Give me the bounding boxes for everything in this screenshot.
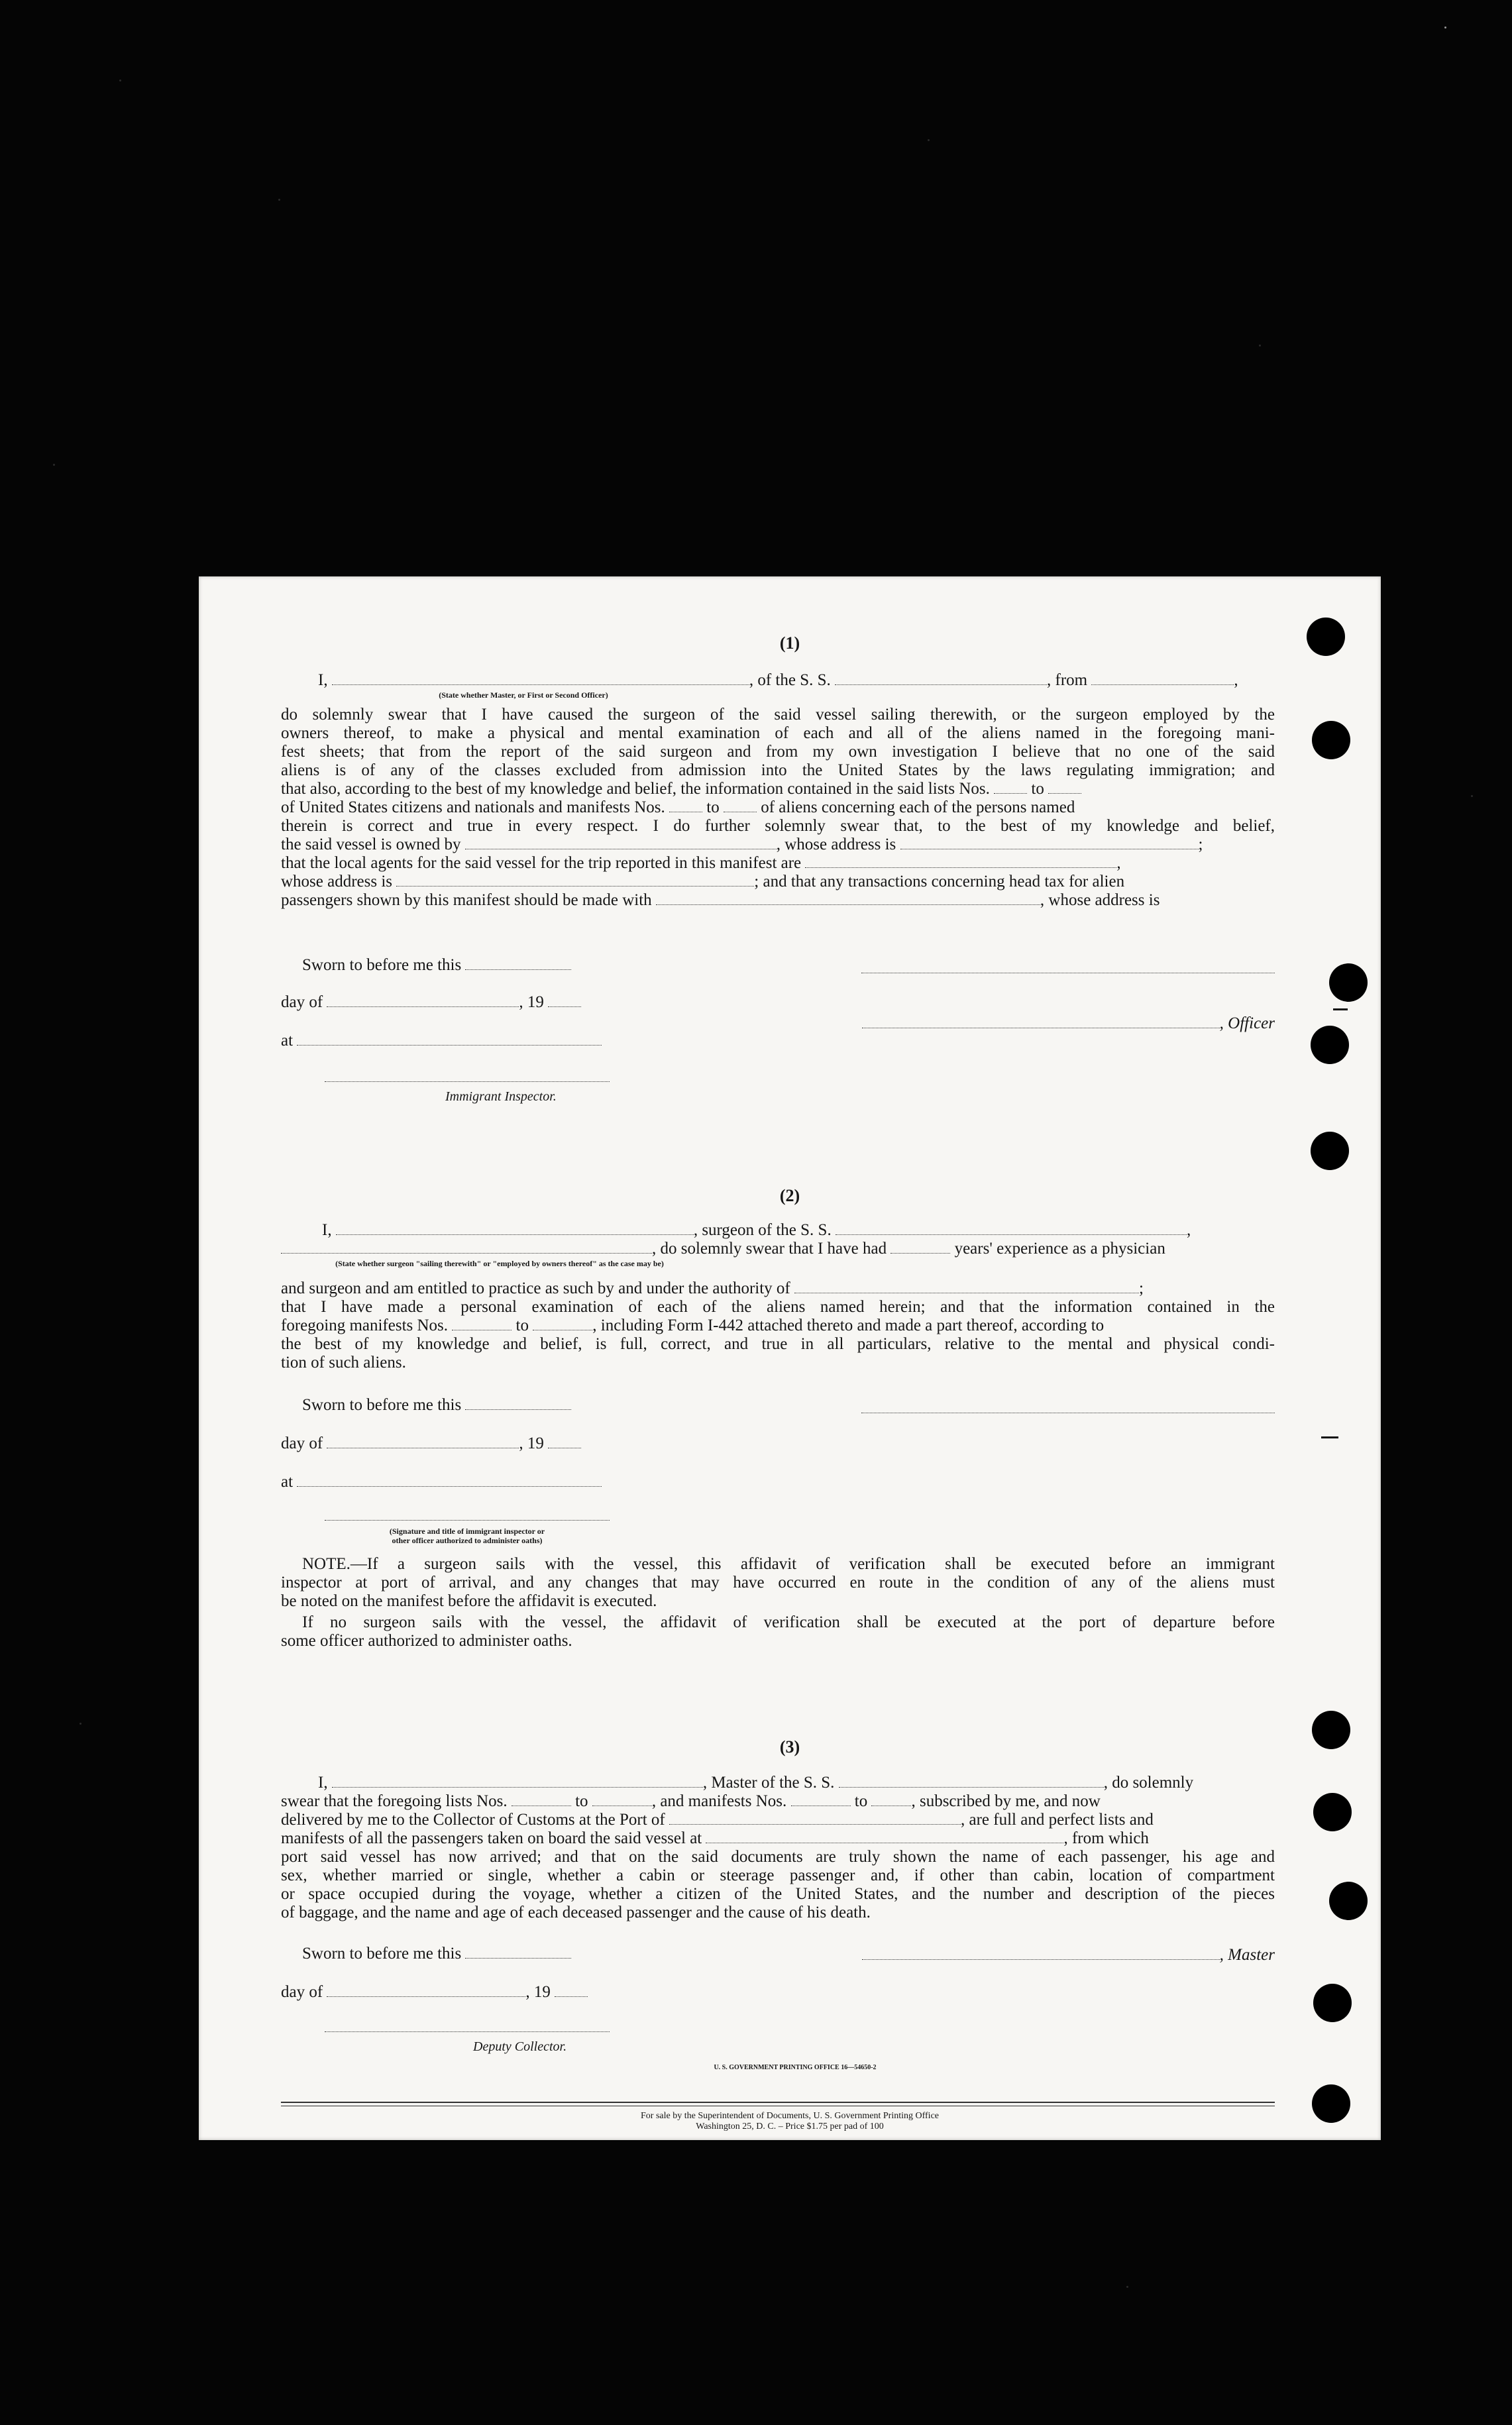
section-2-paragraph-line: the best of my knowledge and belief, is full, correct, and true in all particulars, relative to the mental and physical condi- (281, 1335, 1275, 1353)
semicolon: ; (1198, 835, 1203, 853)
inspector-label: Immigrant Inspector. (445, 1089, 557, 1104)
years-field[interactable] (891, 1240, 950, 1254)
edge-mark (1321, 1436, 1338, 1438)
manifests-to-field[interactable] (871, 1792, 911, 1806)
section-1-paragraph-line (281, 779, 1275, 799)
section-1-paragraph-line: aliens is of any of the classes excluded from admission into the United States by the laws regulating immigration; and (281, 761, 1275, 779)
sworn-date-field[interactable] (465, 1396, 571, 1410)
surgeon-of-label: , surgeon of the S. S. (693, 1221, 832, 1239)
sworn-date-field[interactable] (465, 956, 571, 970)
year-label: , 19 (525, 1983, 551, 2001)
master-of-label: , Master of the S. S. (702, 1774, 835, 1792)
pronoun-i: I, (322, 1221, 332, 1239)
section-1-paragraph-line (281, 853, 1275, 873)
manifests-nos-label: , and manifests Nos. (651, 1792, 787, 1810)
sworn-text: Sworn to before me this (302, 956, 462, 974)
signature-note-line: other officer authorized to administer oaths) (392, 1536, 543, 1545)
officer-title-line (861, 1014, 1275, 1034)
section-3-paragraph-line: or space occupied during the voyage, whether a citizen of the United States, and the number and description of the pieces (281, 1885, 1275, 1903)
lists-nos-label: swear that the foregoing lists Nos. (281, 1792, 508, 1810)
section-3-paragraph-line (281, 1829, 1275, 1849)
signature-note-line: (Signature and title of immigrant inspector or (389, 1527, 545, 1536)
collector-label: delivered by me to the Collector of Customs at the Port of (281, 1811, 665, 1829)
place-field[interactable] (297, 1032, 602, 1046)
lists-to-field[interactable] (1048, 780, 1081, 794)
day-of-label (281, 1982, 588, 2002)
month-field[interactable] (327, 1983, 525, 1997)
years-experience-label: years' experience as a physician (954, 1240, 1165, 1258)
aliens-label: of aliens concerning each of the persons named (761, 798, 1075, 816)
section-2-paragraph-line (281, 1316, 1275, 1336)
section-1-paragraph-line: owners thereof, to make a physical and mental examination of each and all of the aliens named in the foregoing mani- (281, 724, 1275, 742)
vessel-name-field[interactable] (839, 1774, 1104, 1788)
manifests-to-field[interactable] (724, 798, 757, 812)
master-signature-line (861, 1945, 1275, 1965)
manifests-from-field[interactable] (669, 798, 702, 812)
gpo-code-line: U. S. GOVERNMENT PRINTING OFFICE 16—54650-2 (714, 2064, 877, 2071)
vessel-name-field[interactable] (835, 671, 1047, 685)
manifests-nos-label: foregoing manifests Nos. (281, 1317, 449, 1334)
section-3-paragraph-line: of baggage, and the name and age of each deceased passenger and the cause of his death. (281, 1904, 871, 1921)
comma: , (1116, 854, 1121, 872)
section-2-paragraph-line (281, 1279, 1275, 1299)
boarding-port-field[interactable] (706, 1829, 1063, 1843)
edge-mark (1333, 1008, 1348, 1010)
officer-title-field[interactable] (332, 671, 749, 685)
pronoun-i: I, (318, 671, 328, 689)
swear-label: , do solemnly swear that I have had (652, 1240, 887, 1258)
authority-field[interactable] (794, 1279, 1139, 1293)
owner-address-field[interactable] (900, 835, 1199, 849)
footer-line: For sale by the Superintendent of Documents, U. S. Government Printing Office (641, 2111, 939, 2121)
pronoun-i: I, (318, 1774, 328, 1792)
section-1-paragraph-line (281, 835, 1275, 855)
citizens-label: of United States citizens and nationals and manifests Nos. (281, 798, 665, 816)
officer-label: , Officer (1219, 1014, 1275, 1032)
at-text: at (281, 1473, 294, 1491)
sworn-label (302, 1944, 571, 1964)
section-1-paragraph-line: do solemnly swear that I have caused the surgeon of the said vessel sailing therewith, or the surgeon employed by the (281, 706, 1275, 724)
sworn-text: Sworn to before me this (302, 1396, 462, 1414)
section-3-paragraph-line: port said vessel has now arrived; and that on the said documents are truly shown the name of each passenger, his age and (281, 1848, 1275, 1866)
punch-hole (1329, 1882, 1368, 1920)
punch-hole (1313, 1793, 1352, 1831)
inspector-signature-line[interactable] (325, 1081, 610, 1082)
month-field[interactable] (327, 993, 519, 1007)
to-label: to (854, 1792, 868, 1810)
month-field[interactable] (327, 1434, 519, 1448)
section-1-paragraph-line (281, 798, 1275, 818)
section-3-paragraph-line (281, 1792, 1275, 1811)
lists-from-field[interactable] (994, 780, 1027, 794)
comma: , (1186, 1221, 1191, 1239)
subscribed-label: , subscribed by me, and now (911, 1792, 1101, 1810)
at-label (281, 1472, 602, 1492)
deputy-collector-label: Deputy Collector. (473, 2039, 567, 2054)
year-field[interactable] (555, 1983, 588, 1997)
officer-name-field[interactable] (862, 1014, 1220, 1028)
section-1-paragraph-line (281, 890, 1275, 910)
punch-hole (1311, 1132, 1349, 1170)
master-name-field[interactable] (332, 1774, 703, 1788)
deputy-signature-line[interactable] (325, 2031, 610, 2032)
place-field[interactable] (297, 1473, 602, 1487)
from-label: , from (1047, 671, 1088, 689)
section-2-line-2 (281, 1239, 1275, 1259)
section-3-number: (3) (779, 1737, 800, 1756)
lists-nos-label: that also, according to the best of my knowledge and belief, the information contained in the said lists Nos. (281, 780, 990, 798)
master-label: , Master (1219, 1946, 1275, 1964)
day-of-text: day of (281, 1434, 323, 1452)
lists-to-field[interactable] (592, 1792, 652, 1806)
vessel-name-field[interactable] (836, 1221, 1187, 1235)
of-ss-label: , of the S. S. (749, 671, 831, 689)
owner-field[interactable] (465, 835, 777, 849)
form-i442-label: , including Form I-442 attached thereto and made a part thereof, according to (592, 1317, 1105, 1334)
section-1-paragraph-line (281, 872, 1275, 892)
section-2-paragraph-line: tion of such aliens. (281, 1354, 406, 1372)
local-agents-field[interactable] (805, 854, 1116, 868)
semicolon: ; (1139, 1279, 1144, 1297)
address-label: , whose address is (1040, 891, 1160, 909)
sworn-text: Sworn to before me this (302, 1945, 462, 1963)
sworn-label (302, 1395, 571, 1415)
section-3-paragraph-line (281, 1810, 1275, 1830)
sworn-label (302, 955, 571, 975)
year-label: , 19 (519, 993, 544, 1011)
at-label (281, 1031, 602, 1051)
footer-line: Washington 25, D. C. – Price $1.75 per pad of 100 (696, 2122, 884, 2131)
transactions-label: passengers shown by this manifest should be made with (281, 891, 652, 909)
master-signature-field[interactable] (862, 1946, 1220, 1960)
manifests-from-field[interactable] (452, 1317, 512, 1330)
lists-from-field[interactable] (512, 1792, 571, 1806)
note-line: inspector at port of arrival, and any changes that may have occurred en route in the condition of any of the aliens must (281, 1574, 1275, 1591)
section-2-line-1 (322, 1220, 1275, 1240)
line-end-comma: , (1234, 671, 1238, 689)
section-3-paragraph-line: sex, whether married or single, whether a cabin or steerage passenger and, if other than cabin, location of compartment (281, 1866, 1275, 1884)
from-which-label: , from which (1063, 1829, 1149, 1847)
punch-hole (1329, 963, 1368, 1002)
section-1-paragraph-line: therein is correct and true in every respect. I do further solemnly swear that, to the best of my knowledge and belief, (281, 817, 1275, 835)
perfect-lists-label: , are full and perfect lists and (961, 1811, 1154, 1829)
address-label: whose address is (281, 873, 393, 890)
section-1-number: (1) (779, 633, 800, 653)
taken-on-board-label: manifests of all the passengers taken on board the said vessel at (281, 1829, 702, 1847)
day-of-text: day of (281, 993, 323, 1011)
authority-label: and surgeon and am entitled to practice as such by and under the authority of (281, 1279, 790, 1297)
sworn-date-field[interactable] (465, 1945, 571, 1959)
departure-port-field[interactable] (1091, 671, 1234, 685)
head-tax-party-field[interactable] (656, 891, 1040, 905)
year-field[interactable] (548, 1434, 581, 1448)
day-of-label (281, 1434, 581, 1454)
section-2-number: (2) (779, 1186, 800, 1205)
punch-hole (1312, 721, 1350, 759)
note-line: some officer authorized to administer oaths. (281, 1632, 572, 1650)
manifests-to-field[interactable] (533, 1317, 592, 1330)
officer-signature-line[interactable] (325, 1520, 610, 1521)
agents-address-field[interactable] (396, 873, 754, 887)
owned-by-label: the said vessel is owned by (281, 835, 461, 853)
section-1-paragraph-line: fest sheets; that from the report of the said surgeon and from my own investigation I believe that no one of the said (281, 743, 1275, 761)
section-1-line-1 (318, 671, 1275, 690)
manifest-form-page (199, 576, 1381, 2140)
to-label: to (706, 798, 720, 816)
punch-hole (1313, 1984, 1352, 2022)
surgeon-status-field[interactable] (281, 1240, 652, 1254)
note-line: be noted on the manifest before the affidavit is executed. (281, 1592, 657, 1610)
section-3-line-1 (318, 1773, 1275, 1793)
year-label: , 19 (519, 1434, 544, 1452)
note-line: NOTE.—If a surgeon sails with the vessel, this affidavit of verification shall be executed before an immigrant (302, 1555, 1275, 1573)
punch-hole (1311, 1026, 1349, 1064)
solemnly-label: , do solemnly (1103, 1774, 1194, 1792)
to-label: to (1031, 780, 1044, 798)
manifests-from-field[interactable] (791, 1792, 851, 1806)
section-2-paragraph-line: that I have made a personal examination of each of the aliens named herein; and that the information contained in the (281, 1298, 1275, 1316)
footer-rule (281, 2102, 1275, 2103)
at-text: at (281, 1032, 294, 1050)
port-field[interactable] (669, 1811, 961, 1825)
surgeon-name-field[interactable] (336, 1221, 694, 1235)
head-tax-label: ; and that any transactions concerning head tax for alien (754, 873, 1125, 890)
to-label: to (575, 1792, 588, 1810)
officer-title-note: (State whether Master, or First or Second Officer) (439, 690, 608, 700)
local-agents-label: that the local agents for the said vessel for the trip reported in this manifest are (281, 854, 802, 872)
day-of-text: day of (281, 1983, 323, 2001)
note-line: If no surgeon sails with the vessel, the affidavit of verification shall be executed at the port of departure before (302, 1613, 1275, 1631)
address-label: , whose address is (776, 835, 896, 853)
to-label: to (515, 1317, 529, 1334)
day-of-label (281, 993, 581, 1012)
surgeon-status-note: (State whether surgeon "sailing therewith" or "employed by owners thereof" as the case may be) (335, 1259, 664, 1268)
year-field[interactable] (548, 993, 581, 1007)
